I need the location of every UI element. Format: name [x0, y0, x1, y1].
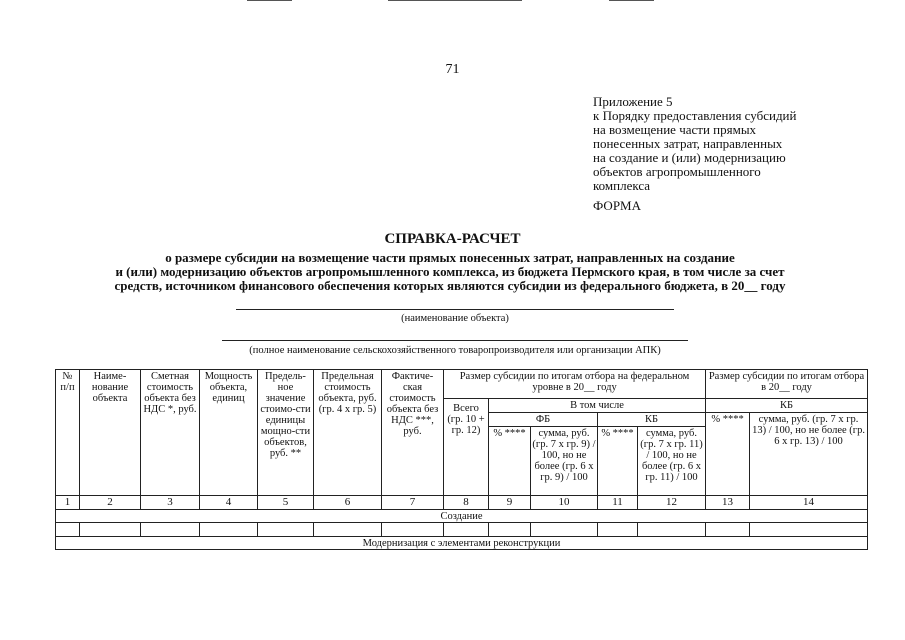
top-edge-line: [609, 0, 654, 1]
column-number: 6: [314, 496, 382, 510]
appendix-line: понесенных затрат, направленных: [593, 136, 783, 151]
table-cell[interactable]: [314, 523, 382, 537]
appendix-line: к Порядку предоставления субсидий: [593, 108, 797, 123]
column-number: 5: [258, 496, 314, 510]
appendix-line: на возмещение части прямых: [593, 122, 757, 137]
table-cell[interactable]: [444, 523, 489, 537]
form-label: ФОРМА: [593, 198, 641, 213]
producer-name-caption: (полное наименование сельскохозяйственного товаропроизводителя или организации АПК): [249, 345, 661, 356]
appendix-line: объектов агропромышленного: [593, 164, 761, 179]
section-modernization: Модернизация с элементами реконструкции: [56, 537, 868, 550]
header-kb-selection: КБ: [706, 399, 868, 413]
column-number: 10: [531, 496, 598, 510]
producer-name-field-line[interactable]: [222, 340, 688, 341]
appendix-line: комплекса: [593, 178, 651, 193]
column-number: 3: [141, 496, 200, 510]
table-row: [56, 523, 868, 537]
header-selection-group: Размер субсидии по итогам отбора в 20__ году: [706, 370, 868, 399]
header-federal-group: Размер субсидии по итогам отбора на федеральном уровне в 20__ году: [444, 370, 706, 399]
appendix-line: Приложение 5: [593, 94, 673, 109]
table-cell[interactable]: [141, 523, 200, 537]
table-cell[interactable]: [80, 523, 141, 537]
table-cell[interactable]: [56, 523, 80, 537]
column-number: 1: [56, 496, 80, 510]
subtitle-line: о размере субсидии на возмещение части прямых понесенных затрат, направленных на создание: [165, 250, 735, 265]
column-number: 12: [638, 496, 706, 510]
column-number: 7: [382, 496, 444, 510]
header-col-7: Фактиче-ская стоимость объекта без НДС ***, руб.: [382, 370, 444, 496]
object-name-caption: (наименование объекта): [401, 313, 509, 324]
page-number: 71: [445, 62, 460, 77]
header-col-14: сумма, руб. (гр. 7 x гр. 13) / 100, но не более (гр. 6 x гр. 13) / 100: [750, 413, 868, 496]
column-number: 11: [598, 496, 638, 510]
table-cell[interactable]: [382, 523, 444, 537]
table-cell[interactable]: [598, 523, 638, 537]
header-col-9: % ****: [489, 427, 531, 496]
column-number: 8: [444, 496, 489, 510]
header-col-6: Предельная стоимость объекта, руб. (гр. 4 x гр. 5): [314, 370, 382, 496]
table-cell[interactable]: [750, 523, 868, 537]
table-cell[interactable]: [258, 523, 314, 537]
header-col-11: % ****: [598, 427, 638, 496]
table-cell[interactable]: [706, 523, 750, 537]
header-col-1: № п/п: [56, 370, 80, 496]
header-col-12: сумма, руб. (гр. 7 x гр. 11) / 100, но не более (гр. 6 x гр. 11) / 100: [638, 427, 706, 496]
header-col-5: Предель-ное значение стоимо-сти единицы мощно-сти объектов, руб. **: [258, 370, 314, 496]
header-fb: ФБ: [489, 413, 598, 427]
table-cell[interactable]: [200, 523, 258, 537]
column-number: 4: [200, 496, 258, 510]
table-cell[interactable]: [489, 523, 531, 537]
table-cell[interactable]: [638, 523, 706, 537]
top-edge-line: [247, 0, 292, 1]
object-name-field-line[interactable]: [236, 309, 674, 310]
header-total: Всего (гр. 10 + гр. 12): [444, 399, 489, 496]
header-col-13: % ****: [706, 413, 750, 496]
appendix-block: [593, 95, 796, 193]
header-col-10: сумма, руб. (гр. 7 x гр. 9) / 100, но не более (гр. 6 x гр. 9) / 100: [531, 427, 598, 496]
subtitle-line: средств, источником финансового обеспечения которых являются субсидии из федерального бюджета, в 20__ году: [114, 278, 786, 293]
column-number: 13: [706, 496, 750, 510]
column-number: 2: [80, 496, 141, 510]
table-cell[interactable]: [531, 523, 598, 537]
section-creation: Создание: [56, 510, 868, 523]
column-number: 14: [750, 496, 868, 510]
top-edge-line: [388, 0, 522, 1]
header-kb: КБ: [598, 413, 706, 427]
subtitle-line: и (или) модернизацию объектов агропромышленного комплекса, из бюджета Пермского края, в том числе за счет: [115, 264, 785, 279]
appendix-line: на создание и (или) модернизацию: [593, 150, 786, 165]
header-col-2: Наиме-нование объекта: [80, 370, 141, 496]
document-subtitle: [40, 251, 860, 293]
header-col-3: Сметная стоимость объекта без НДС *, руб.: [141, 370, 200, 496]
header-including: В том числе: [489, 399, 706, 413]
document-title: СПРАВКА-РАСЧЕТ: [384, 231, 521, 247]
subsidy-calculation-table: [55, 369, 868, 550]
column-number: 9: [489, 496, 531, 510]
header-col-4: Мощность объекта, единиц: [200, 370, 258, 496]
